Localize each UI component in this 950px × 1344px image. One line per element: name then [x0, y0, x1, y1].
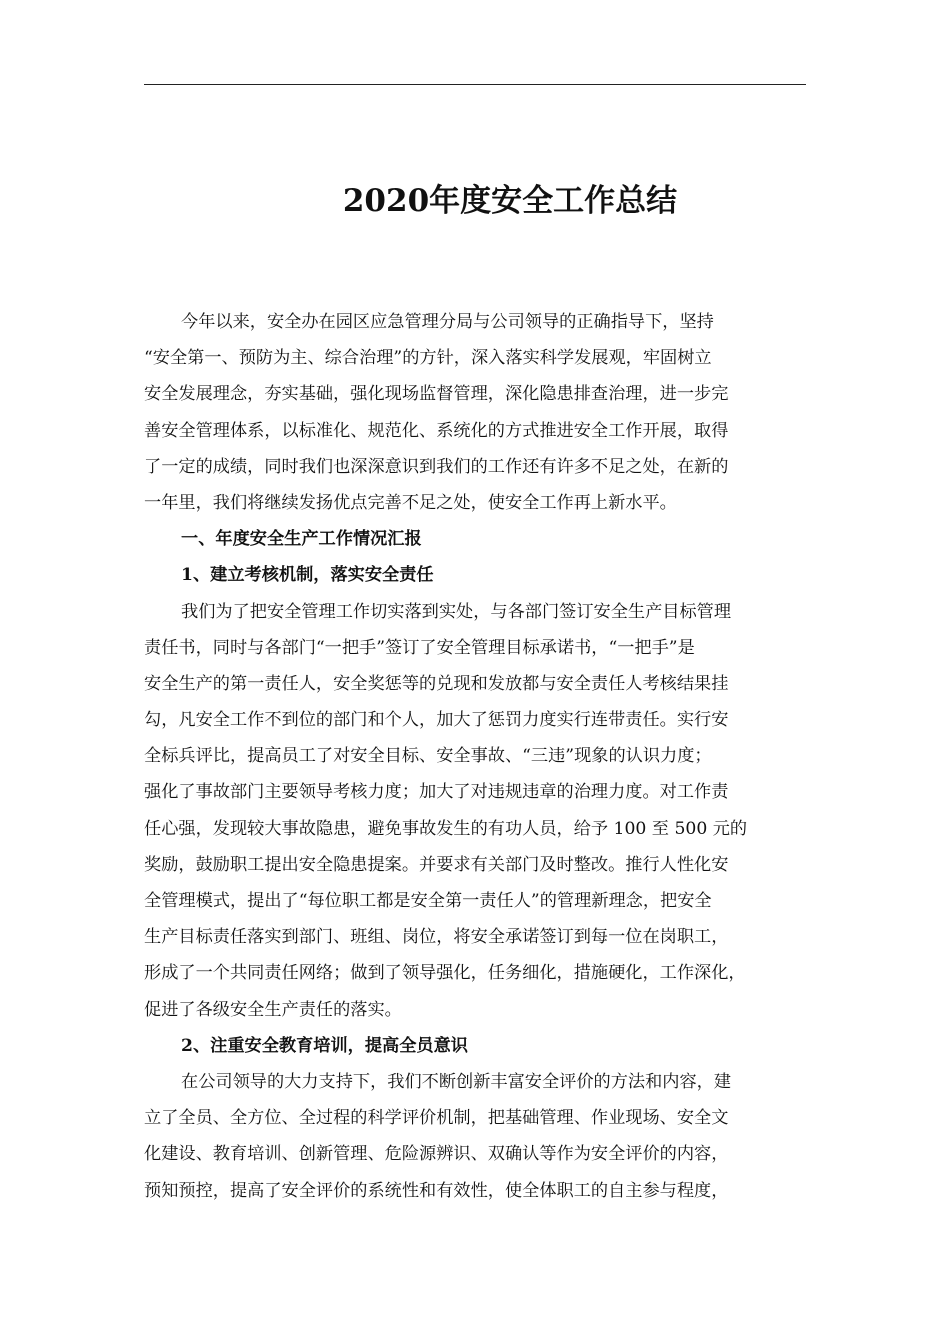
- paragraph-line: 了一定的成绩，同时我们也深深意识到我们的工作还有许多不足之处，在新的: [144, 456, 729, 477]
- paragraph-line: 促进了各级安全生产责任的落实。: [144, 999, 402, 1020]
- paragraph-line: 一年里，我们将继续发扬优点完善不足之处，使安全工作再上新水平。: [144, 492, 677, 513]
- paragraph-line: 强化了事故部门主要领导考核力度；加大了对违规违章的治理力度。对工作责: [144, 782, 729, 803]
- paragraph-line: “安全第一、预防为主、综合治理”的方针，深入落实科学发展观，牢固树立: [144, 348, 712, 369]
- paragraph-line: 全管理模式，提出了“每位职工都是安全第一责任人”的管理新理念，把安全: [144, 891, 712, 911]
- paragraph-line: 善安全管理体系，以标准化、规范化、系统化的方式推进安全工作开展，取得: [144, 420, 729, 441]
- paragraph-line: 安全发展理念，夯实基础，强化现场监督管理，深化隐患排查治理，进一步完: [144, 384, 729, 405]
- paragraph-line: 责任书，同时与各部门“一把手”签订了安全管理目标承诺书，“一把手”是: [144, 637, 695, 658]
- paragraph-line: 今年以来，安全办在园区应急管理分局与公司领导的正确指导下，坚持: [181, 312, 714, 332]
- paragraph-line: 安全生产的第一责任人，安全奖惩等的兑现和发放都与安全责任人考核结果挂: [144, 673, 729, 694]
- section-heading: 一、年度安全生产工作情况汇报: [181, 529, 422, 550]
- paragraph-line: 立了全员、全方位、全过程的科学评价机制，把基础管理、作业现场、安全文: [144, 1108, 729, 1129]
- paragraph-line: 勾，凡安全工作不到位的部门和个人，加大了惩罚力度实行连带责任。实行安: [144, 710, 729, 731]
- paragraph-line: 我们为了把安全管理工作切实落到实处，与各部门签订安全生产目标管理: [181, 601, 732, 622]
- paragraph-line: 全标兵评比，提高员工了对安全目标、安全事故、“三违”现象的认识力度；: [144, 746, 712, 767]
- paragraph-line: 在公司领导的大力支持下，我们不断创新丰富安全评价的方法和内容，建: [181, 1071, 732, 1092]
- document-title: 2020年度安全工作总结: [342, 183, 678, 219]
- paragraph-line: 任心强，发现较大事故隐患，避免事故发生的有功人员，给予 100 至 500 元的: [144, 818, 748, 839]
- paragraph-line: 预知预控，提高了安全评价的系统性和有效性，使全体职工的自主参与程度，: [144, 1180, 729, 1201]
- header-rule: [144, 84, 806, 85]
- paragraph-line: 生产目标责任落实到部门、班组、岗位，将安全承诺签订到每一位在岗职工，: [144, 927, 729, 948]
- section-heading: 2、注重安全教育培训，提高全员意识: [181, 1035, 468, 1056]
- paragraph-line: 奖励，鼓励职工提出安全隐患提案。并要求有关部门及时整改。推行人性化安: [144, 854, 729, 875]
- document-body: [144, 304, 820, 1209]
- paragraph-line: 形成了一个共同责任网络；做到了领导强化，任务细化，措施硬化，工作深化，: [144, 963, 746, 984]
- section-heading: 1、建立考核机制，落实安全责任: [181, 565, 434, 586]
- paragraph-line: 化建设、教育培训、创新管理、危险源辨识、双确认等作为安全评价的内容，: [144, 1144, 729, 1165]
